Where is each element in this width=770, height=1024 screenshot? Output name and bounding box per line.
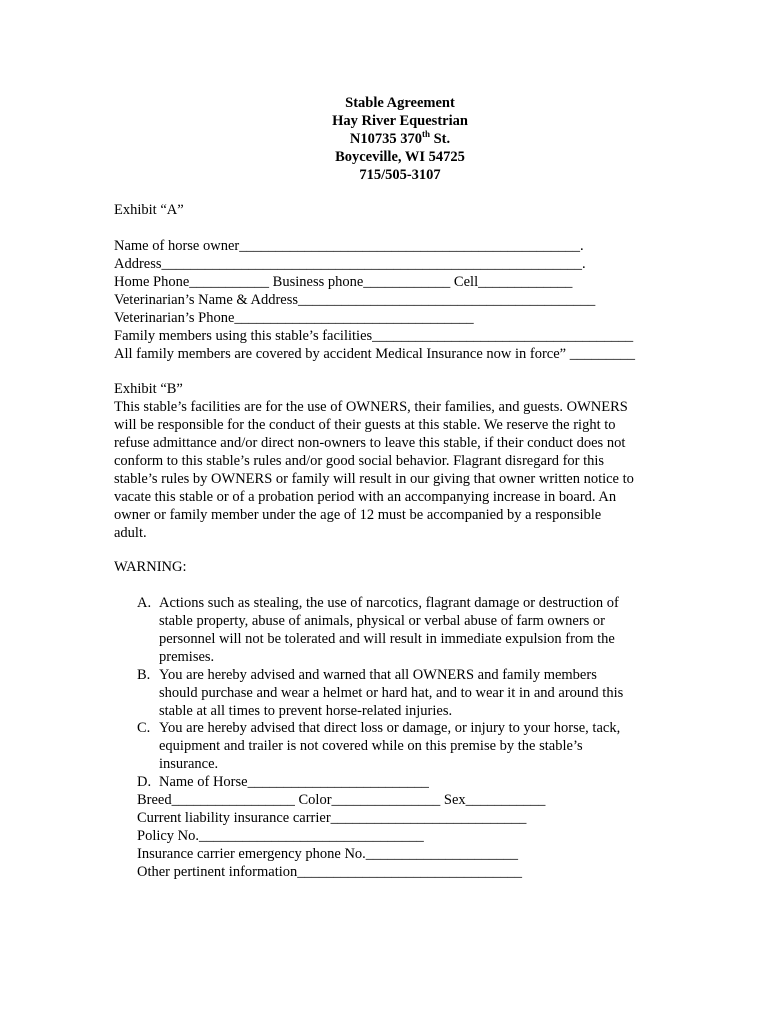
list-item-line: You are hereby advised that direct loss or damage, or injury to your horse, tack, — [159, 720, 621, 736]
insurance-carrier-field[interactable]: Current liability insurance carrier___________________________ — [137, 810, 527, 826]
warning-heading: WARNING: — [114, 559, 187, 575]
list-item-line: insurance. — [159, 756, 219, 772]
insurance-confirmation-field[interactable]: All family members are covered by accident Medical Insurance now in force” _________ — [114, 346, 635, 362]
street-address: N10735 370th St. — [349, 129, 451, 147]
horse-name-field[interactable]: Name of Horse_________________________ — [159, 774, 429, 790]
exhibit-a-heading: Exhibit “A” — [114, 202, 184, 218]
vet-name-address-field[interactable]: Veterinarian’s Name & Address_________________________________________ — [114, 292, 596, 308]
list-marker: A. — [137, 595, 152, 611]
paragraph-line: will be responsible for the conduct of their guests at this stable. We reserve the right to — [114, 417, 616, 433]
phone-number: 715/505-3107 — [359, 167, 441, 183]
policy-number-field[interactable]: Policy No._______________________________ — [137, 828, 424, 844]
address-field[interactable]: Address__________________________________________________________. — [114, 256, 586, 272]
list-item-line: premises. — [159, 649, 215, 665]
exhibit-b-paragraph — [114, 398, 674, 542]
paragraph-line: conform to this stable’s rules and/or good social behavior. Flagrant disregard for this — [114, 453, 605, 469]
company-name: Hay River Equestrian — [332, 113, 468, 129]
list-item-line: equipment and trailer is not covered while on this premise by the stable’s — [159, 738, 583, 754]
city-state-zip: Boyceville, WI 54725 — [335, 149, 465, 165]
paragraph-line: stable’s rules by OWNERS or family will result in our giving that owner written notice to — [114, 471, 634, 487]
emergency-phone-field[interactable]: Insurance carrier emergency phone No._____________________ — [137, 846, 519, 862]
paragraph-line: owner or family member under the age of 12 must be accompanied by a responsible — [114, 507, 602, 523]
list-marker: B. — [137, 667, 151, 683]
breed-color-sex-fields[interactable]: Breed_________________ Color_______________ Sex___________ — [137, 792, 546, 808]
list-item-line: should purchase and wear a helmet or hard hat, and to wear it in and around this — [159, 685, 624, 701]
document-header — [0, 94, 770, 184]
list-item-line: stable property, abuse of animals, physical or verbal abuse of farm owners or — [159, 613, 605, 629]
paragraph-line: refuse admittance and/or direct non-owners to leave this stable, if their conduct does not — [114, 435, 626, 451]
paragraph-line: adult. — [114, 525, 147, 541]
phone-fields[interactable]: Home Phone___________ Business phone____________ Cell_____________ — [114, 274, 573, 290]
paragraph-line: vacate this stable or of a probation period with an accompanying increase in board. An — [114, 489, 617, 505]
paragraph-line: This stable’s facilities are for the use of OWNERS, their families, and guests. OWNERS — [114, 399, 628, 415]
list-item-line: stable at all times to prevent horse-related injuries. — [159, 703, 453, 719]
list-item-line: Actions such as stealing, the use of narcotics, flagrant damage or destruction of — [159, 595, 619, 611]
list-marker: C. — [137, 720, 151, 736]
other-information-field[interactable]: Other pertinent information_______________________________ — [137, 864, 523, 880]
vet-phone-field[interactable]: Veterinarian’s Phone_________________________________ — [114, 310, 474, 326]
list-marker: D. — [137, 774, 152, 790]
list-item-line: personnel will not be tolerated and will result in immediate expulsion from the — [159, 631, 615, 647]
family-members-field[interactable]: Family members using this stable’s facilities____________________________________ — [114, 328, 634, 344]
exhibit-b-heading: Exhibit “B” — [114, 381, 183, 397]
document-title: Stable Agreement — [345, 95, 455, 111]
list-item-line: You are hereby advised and warned that all OWNERS and family members — [159, 667, 597, 683]
owner-name-field[interactable]: Name of horse owner_______________________________________________. — [114, 238, 584, 254]
